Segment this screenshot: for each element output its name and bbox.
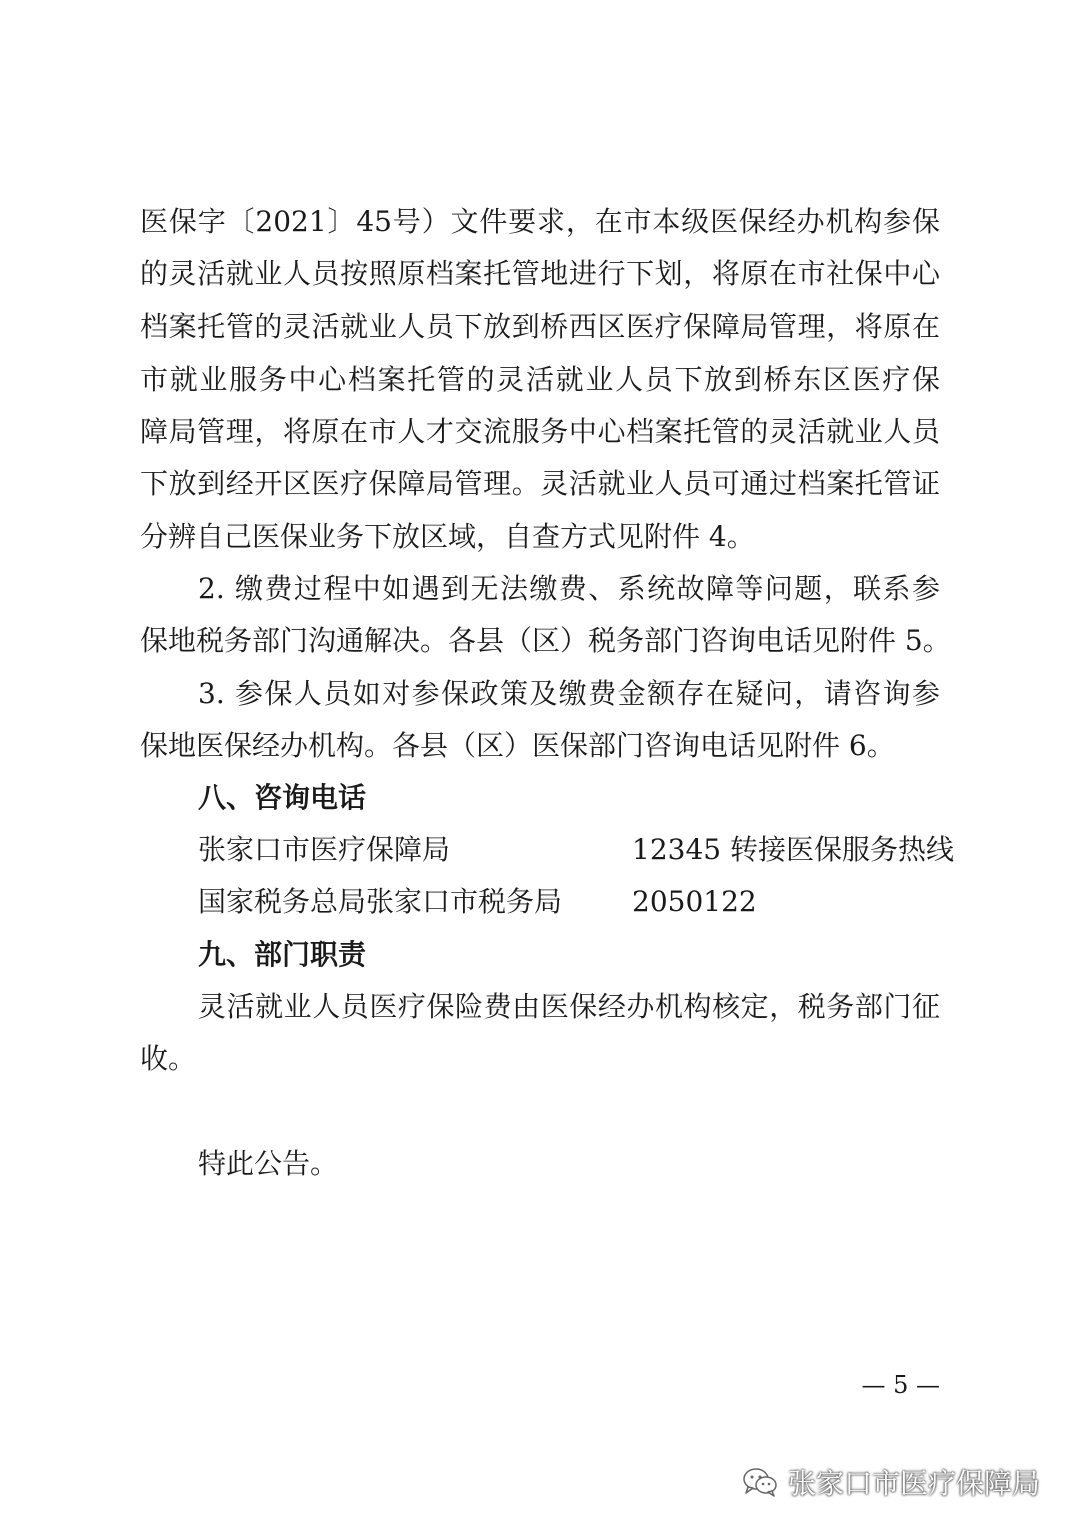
paragraph-line: 下放到经开区医疗保障局管理。灵活就业人员可通过档案托管证 [140,467,940,500]
contact-phone: 2050122 [632,885,757,918]
closing-text: 特此公告。 [198,1147,339,1180]
contact-phone: 12345 转接医保服务热线 [632,833,954,866]
paragraph-line: 保地医保经办机构。各县（区）医保部门咨询电话见附件 6。 [140,729,895,762]
section-heading-department-duties: 九、部门职责 [198,938,367,971]
paragraph-line: 的灵活就业人员按照原档案托管地进行下划，将原在市社保中心 [140,257,940,290]
paragraph-line: 灵活就业人员医疗保险费由医保经办机构核定，税务部门征 [198,990,940,1023]
paragraph-line: 保地税务部门沟通解决。各县（区）税务部门咨询电话见附件 5。 [140,624,951,657]
paragraph-line: 3. 参保人员如对参保政策及缴费金额存在疑问，请咨询参 [198,677,940,710]
wechat-watermark [742,1460,1040,1504]
contact-name: 张家口市医疗保障局 [198,833,451,866]
page-number: — 5 — [861,1371,940,1399]
paragraph-line: 收。 [140,1042,197,1075]
paragraph-line: 障局管理，将原在市人才交流服务中心档案托管的灵活就业人员 [140,415,940,448]
paragraph-line: 2. 缴费过程中如遇到无法缴费、系统故障等问题，联系参 [198,572,940,605]
paragraph-line: 市就业服务中心档案托管的灵活就业人员下放到桥东区医疗保 [140,363,940,396]
wechat-icon [742,1467,778,1497]
paragraph-line: 档案托管的灵活就业人员下放到桥西区医疗保障局管理，将原在 [140,310,940,343]
section-heading-consult-phone: 八、咨询电话 [198,781,367,814]
watermark-text: 张家口市医疗保障局 [787,1467,1040,1500]
paragraph-line: 分辨自己医保业务下放区域，自查方式见附件 4。 [140,520,755,553]
paragraph-line: 医保字〔2021〕45号）文件要求，在市本级医保经办机构参保 [140,205,940,238]
contact-name: 国家税务总局张家口市税务局 [198,885,563,918]
